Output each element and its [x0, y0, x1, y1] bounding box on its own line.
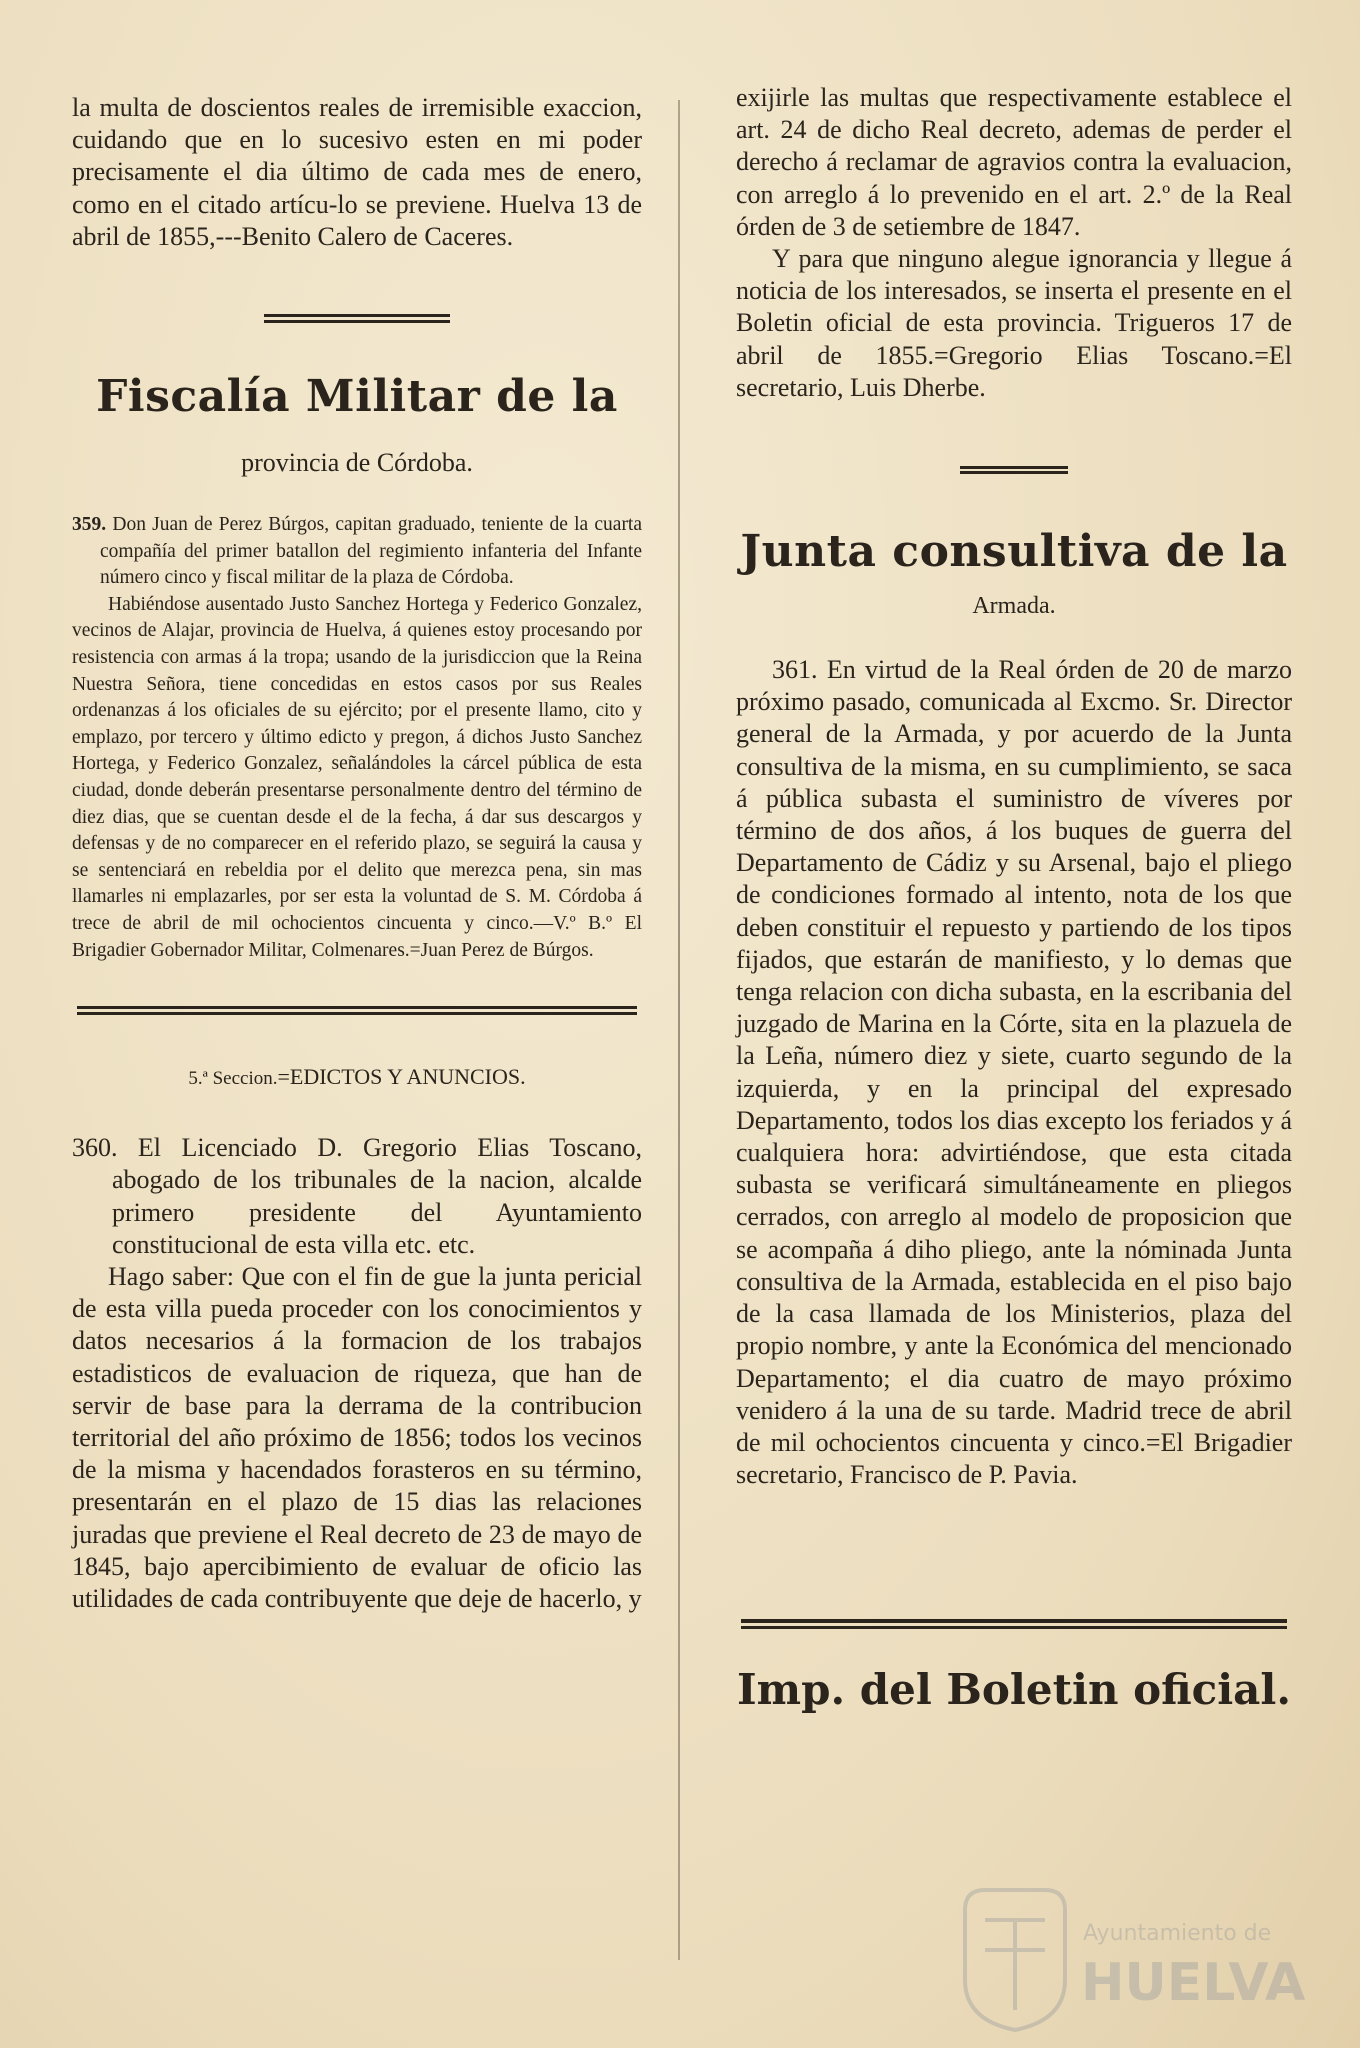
- notice-359-body: Habiéndose ausentado Justo Sanchez Hortega y Federico Gonzalez, vecinos de Alajar, provincia de Huelva, á quienes estoy procesando por resistencia con armas á la tropa; usando de la jurisdiccion que la Reina Nuestra Señora, tiene concedidas en estos casos por sus Reales ordenanzas á los oficiales de su ejército; por el presente llamo, cito y emplazo, por tercero y último edicto y pregon, á dichos Justo Sanchez Hortega, y Federico Gonzalez, señalándoles la cárcel pública de esta ciudad, donde deberán presentarse personalmente dentro del término de diez dias, que se cuentan desde el de la fecha, á dar sus descargos y defensas y de no comparecer en el referido plazo, se seguirá la causa y se sentenciará en rebeldia por el delito que merezca pena, sin mas llamarles ni emplazarles, por ser esta la voluntad de S. M. Córdoba á trece de abril de mil ochocientos cincuenta y cinco.—V.º B.º El Brigadier Gobernador Militar, Colmenares.=Juan Perez de Búrgos.: [72, 593, 642, 961]
- watermark-line2: HUELVA: [1081, 1953, 1306, 2013]
- notice-360-body: Hago saber: Que con el fin de gue la junta pericial de esta villa pueda proceder con los conocimientos y datos necesarios á la formacion de los trabajos estadisticos de evaluacion de riqueza, que han de servir de base para la derrama de la contribucion territorial del año próximo de 1856; todos los vecinos de la misma y hacendados forasteros en su término, presentarán en el plazo de 15 dias las relaciones juradas que previene el Real decreto de 23 de mayo de 1845, bajo apercibimiento de evaluar de oficio las utilidades de cada contribuyente que deje de hacerlo, y: [72, 1261, 642, 1613]
- notice-359-header: [72, 512, 642, 592]
- imprint-line: Imp. del Boletin oficial.: [737, 1665, 1291, 1715]
- section-5-title: [72, 1064, 642, 1090]
- fiscalia-title: Fiscalía Militar de la: [96, 371, 618, 423]
- notice-360-opening-text: El Licenciado D. Gregorio Elias Toscano, abogado de los tribunales de la nacion, alcalde primero presidente del Ayuntamiento constitucional de esta villa etc. etc.: [112, 1133, 643, 1259]
- right-column: [736, 0, 1292, 1714]
- fiscalia-subtitle: provincia de Córdoba.: [241, 448, 473, 478]
- separator-rule-long: [77, 1004, 637, 1018]
- notice-359: [72, 512, 642, 964]
- notice-number: 359.: [72, 514, 107, 536]
- ayuntamiento-huelva-watermark: [955, 1880, 1315, 2040]
- separator-rule-long: [741, 1617, 1287, 1631]
- section-5-prefix: 5.ª Seccion.: [188, 1068, 278, 1090]
- continuation-paragraph-1: exijirle las multas que respectivamente establece el art. 24 de dicho Real decreto, ademas de perder el derecho á reclamar de agravios contra la evaluacion, con arreglo á lo prevenido en el art. 2.º de la Real órden de 3 de setiembre de 1847.: [736, 83, 1292, 241]
- section-5-label: =EDICTOS Y ANUNCIOS.: [277, 1064, 526, 1090]
- junta-subtitle: Armada.: [972, 593, 1056, 620]
- notice-361: [736, 654, 1292, 1491]
- notice-359-header-text: Don Juan de Perez Búrgos, capitan graduado, teniente de la cuarta compañía del primer batallon del regimiento infanteria del Infante número cinco y fiscal militar de la plaza de Córdoba.: [100, 514, 643, 589]
- separator-rule: [264, 311, 450, 325]
- continuation-paragraph-2: Y para que ninguno alegue ignorancia y llegue á noticia de los interesados, se inserta el presente en el Boletin oficial de esta provincia. Trigueros 17 de abril de 1855.=Gregorio Elias Toscano.=El secretario, Luis Dherbe.: [736, 244, 1292, 402]
- separator-rule: [960, 464, 1068, 476]
- notice-360: [72, 1132, 642, 1615]
- continuation-paragraph: la multa de doscientos reales de irremisible exaccion, cuidando que en lo sucesivo esten en mi poder precisamente el dia último de cada mes de enero, como en el citado artícu-lo se previene. Huelva 13 de abril de 1855,---Benito Calero de Caceres.: [72, 93, 642, 251]
- notice-number: 360.: [72, 1133, 118, 1163]
- left-column: [72, 0, 642, 1615]
- notice-361-body: En virtud de la Real órden de 20 de marzo próximo pasado, comunicada al Excmo. Sr. Director general de la Armada, y por acuerdo de la Junta consultiva de la misma, en su cumplimiento, se saca á pública subasta el suministro de víveres por término de dos años, á los buques de guerra del Departamento de Cádiz y su Arsenal, bajo el pliego de condiciones formado al intento, nota de los que deben constituir el repuesto y partiendo de los tipos fijados, que estarán de manifiesto, y lo demas que tenga relacion con dicha subasta, en la escribania del juzgado de Marina en la Córte, sita en la plazuela de la Leña, número diez y siete, cuarto segundo de la izquierda, y en la principal del expresado Departamento, todos los dias excepto los feriados y á cualquiera hora: advirtiéndose, que esta citada subasta se verificará simultáneamente en pliegos cerrados, con arreglo al modelo de proposicion que se acompaña á diho pliego, ante la nóminada Junta consultiva de la Armada, establecida en el piso bajo de la casa llamada de los Ministerios, plaza del propio nombre, y ante la Económica del mencionado Departamento; el dia cuatro de mayo próximo venidero á la una de su tarde. Madrid trece de abril de mil ochocientos cincuenta y cinco.=El Brigadier secretario, Francisco de P. Pavia.: [736, 655, 1293, 1490]
- notice-360-opening: [72, 1132, 642, 1261]
- watermark-line1: Ayuntamiento de: [1083, 1921, 1272, 1946]
- notice-number: 361.: [772, 655, 818, 685]
- column-divider: [678, 100, 680, 1960]
- junta-title: Junta consultiva de la: [740, 526, 1288, 578]
